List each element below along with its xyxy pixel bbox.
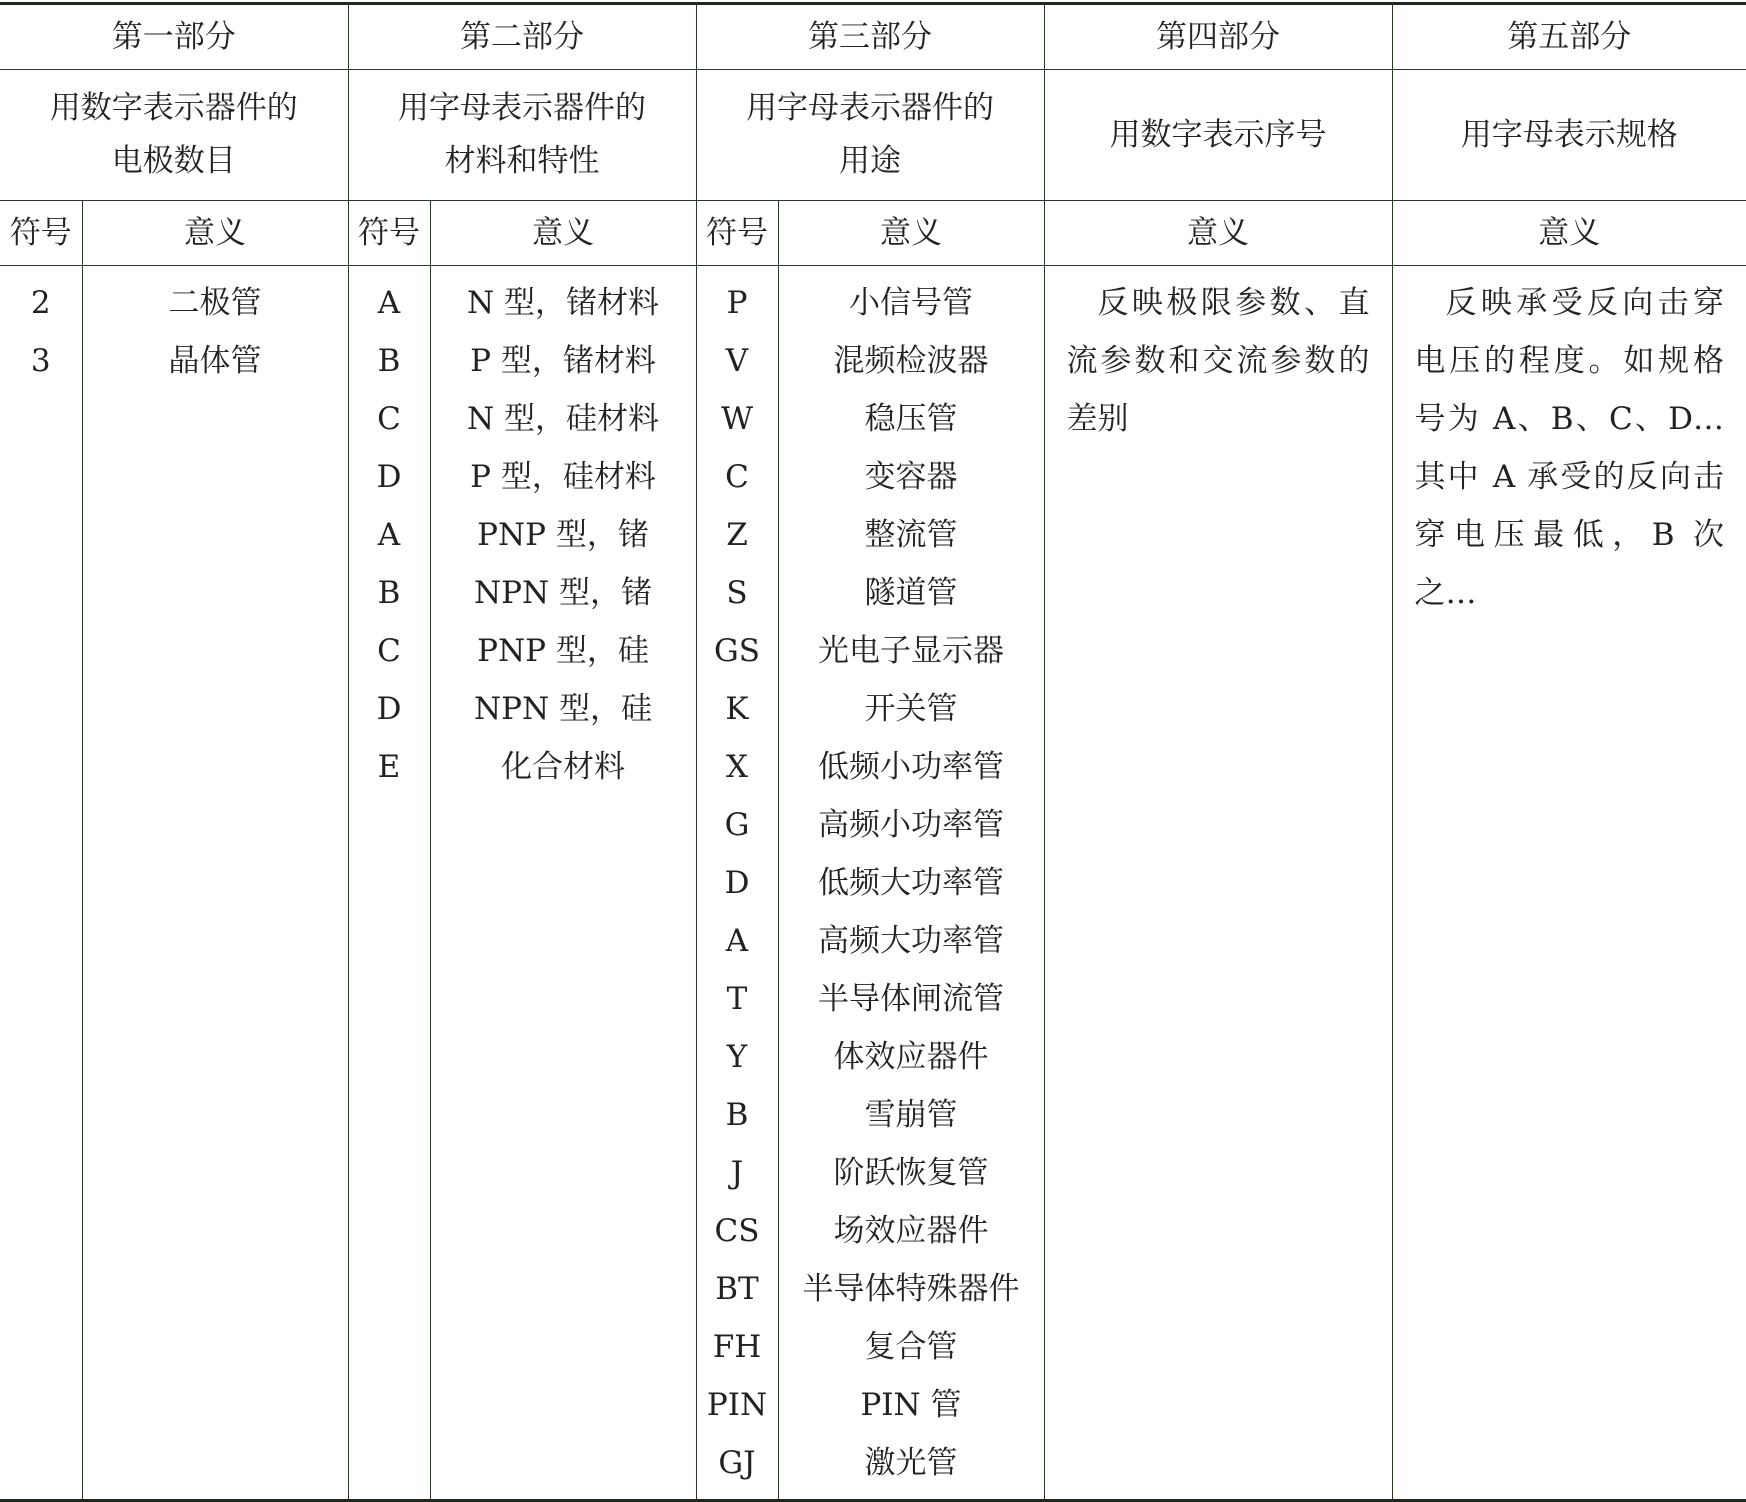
meaning-item: 光电子显示器: [818, 622, 1004, 680]
part2-meanings-cell: [430, 266, 696, 1501]
symbol-item: GS: [714, 622, 760, 680]
symbol-item: E: [378, 738, 401, 796]
part4-title: 第四部分: [1044, 4, 1392, 70]
symbol-item: B: [726, 1086, 749, 1144]
meaning-item: 变容器: [865, 448, 958, 506]
meaning-item: P 型，锗材料: [470, 332, 656, 390]
meaning-item: 稳压管: [865, 390, 958, 448]
part3-symbol-header: 符号: [696, 201, 778, 266]
symbol-item: A: [726, 912, 748, 970]
meaning-item: 复合管: [865, 1318, 958, 1376]
symbol-item: GJ: [718, 1434, 755, 1492]
part5-meaning-header: 意义: [1392, 201, 1746, 266]
meaning-item: 开关管: [865, 680, 958, 738]
semiconductor-naming-table: [0, 2, 1746, 1502]
part4-meaning-header: 意义: [1044, 201, 1392, 266]
part1-symbols-cell: [0, 266, 82, 1501]
meaning-item: 隧道管: [865, 564, 958, 622]
part3-description-line: 用途: [697, 135, 1044, 188]
symbol-item: K: [725, 680, 748, 738]
meaning-item: PNP 型，锗: [477, 506, 649, 564]
part1-meaning-list: [83, 274, 348, 390]
symbol-item: C: [377, 622, 401, 680]
part5-meaning-text: 反映承受反向击穿电压的程度。如规格号为 A、B、C、D…其中 A 承受的反向击穿电压最低，B 次之…: [1393, 274, 1746, 622]
symbol-item: FH: [713, 1318, 762, 1376]
symbol-item: Y: [727, 1028, 747, 1086]
part5-meaning-cell: [1392, 266, 1746, 1501]
meaning-item: 半导体特殊器件: [803, 1260, 1020, 1318]
symbol-item: X: [726, 738, 748, 796]
part1-meanings-cell: [82, 266, 348, 1501]
part3-meaning-list: [779, 274, 1044, 1492]
symbol-item: D: [377, 448, 402, 506]
meaning-item: N 型，硅材料: [467, 390, 659, 448]
meaning-item: 二极管: [169, 274, 262, 332]
part1-description-line: 电极数目: [0, 135, 348, 188]
part1-title: 第一部分: [0, 4, 348, 70]
table-body-row: [0, 266, 1746, 1501]
symbol-item: S: [726, 564, 747, 622]
part1-symbol-list: [0, 274, 82, 390]
part1-description-line: 用数字表示器件的: [0, 82, 348, 135]
meaning-item: 整流管: [865, 506, 958, 564]
part3-meanings-cell: [778, 266, 1044, 1501]
part3-description-line: 用字母表示器件的: [697, 82, 1044, 135]
part2-meaning-header: 意义: [430, 201, 696, 266]
symbol-item: B: [378, 332, 401, 390]
meaning-item: 高频大功率管: [818, 912, 1004, 970]
meaning-item: 体效应器件: [834, 1028, 989, 1086]
symbol-item: C: [377, 390, 401, 448]
meaning-item: 化合材料: [501, 738, 625, 796]
meaning-item: 半导体闸流管: [818, 970, 1004, 1028]
part2-symbol-list: [349, 274, 430, 796]
symbol-item: A: [378, 274, 400, 332]
part5-title: 第五部分: [1392, 4, 1746, 70]
part3-meaning-header: 意义: [778, 201, 1044, 266]
symbol-item: D: [725, 854, 750, 912]
column-header-row: [0, 201, 1746, 266]
part1-description: [0, 70, 348, 201]
symbol-item: Z: [726, 506, 748, 564]
symbol-item: P: [727, 274, 748, 332]
symbol-item: V: [726, 332, 748, 390]
meaning-item: 阶跃恢复管: [834, 1144, 989, 1202]
part2-symbols-cell: [348, 266, 430, 1501]
meaning-item: 高频小功率管: [818, 796, 1004, 854]
part2-description: [348, 70, 696, 201]
part2-title: 第二部分: [348, 4, 696, 70]
symbol-item: T: [727, 970, 748, 1028]
part2-symbol-header: 符号: [348, 201, 430, 266]
meaning-item: 晶体管: [169, 332, 262, 390]
part-title-row: [0, 4, 1746, 70]
symbol-item: C: [725, 448, 749, 506]
part2-meaning-list: [431, 274, 696, 796]
meaning-item: N 型，锗材料: [467, 274, 659, 332]
symbol-item: PIN: [707, 1376, 767, 1434]
part4-description: [1044, 70, 1392, 201]
part3-description: [696, 70, 1044, 201]
meaning-item: 雪崩管: [865, 1086, 958, 1144]
meaning-item: NPN 型，锗: [474, 564, 652, 622]
part3-symbol-list: [697, 274, 778, 1492]
part5-description: [1392, 70, 1746, 201]
part1-meaning-header: 意义: [82, 201, 348, 266]
symbol-item: W: [721, 390, 753, 448]
symbol-item: CS: [715, 1202, 760, 1260]
meaning-item: PNP 型，硅: [477, 622, 649, 680]
symbol-item: B: [378, 564, 401, 622]
part-description-row: [0, 70, 1746, 201]
part3-symbols-cell: [696, 266, 778, 1501]
symbol-item: J: [731, 1144, 743, 1202]
meaning-item: 场效应器件: [834, 1202, 989, 1260]
symbol-item: A: [378, 506, 400, 564]
meaning-item: 低频大功率管: [818, 854, 1004, 912]
part4-meaning-text: 反映极限参数、直流参数和交流参数的差别: [1045, 274, 1392, 448]
meaning-item: NPN 型，硅: [474, 680, 652, 738]
part4-description-line: 用数字表示序号: [1045, 109, 1392, 162]
meaning-item: 混频检波器: [834, 332, 989, 390]
symbol-item: BT: [715, 1260, 758, 1318]
symbol-item: D: [377, 680, 402, 738]
part1-symbol-header: 符号: [0, 201, 82, 266]
symbol-item: 2: [31, 274, 51, 332]
meaning-item: P 型，硅材料: [470, 448, 656, 506]
meaning-item: 激光管: [865, 1434, 958, 1492]
symbol-item: 3: [31, 332, 51, 390]
part4-meaning-cell: [1044, 266, 1392, 1501]
meaning-item: 小信号管: [849, 274, 973, 332]
part5-description-line: 用字母表示规格: [1393, 109, 1746, 162]
part3-title: 第三部分: [696, 4, 1044, 70]
part2-description-line: 用字母表示器件的: [349, 82, 696, 135]
symbol-item: G: [725, 796, 750, 854]
meaning-item: 低频小功率管: [818, 738, 1004, 796]
meaning-item: PIN 管: [860, 1376, 961, 1434]
part2-description-line: 材料和特性: [349, 135, 696, 188]
